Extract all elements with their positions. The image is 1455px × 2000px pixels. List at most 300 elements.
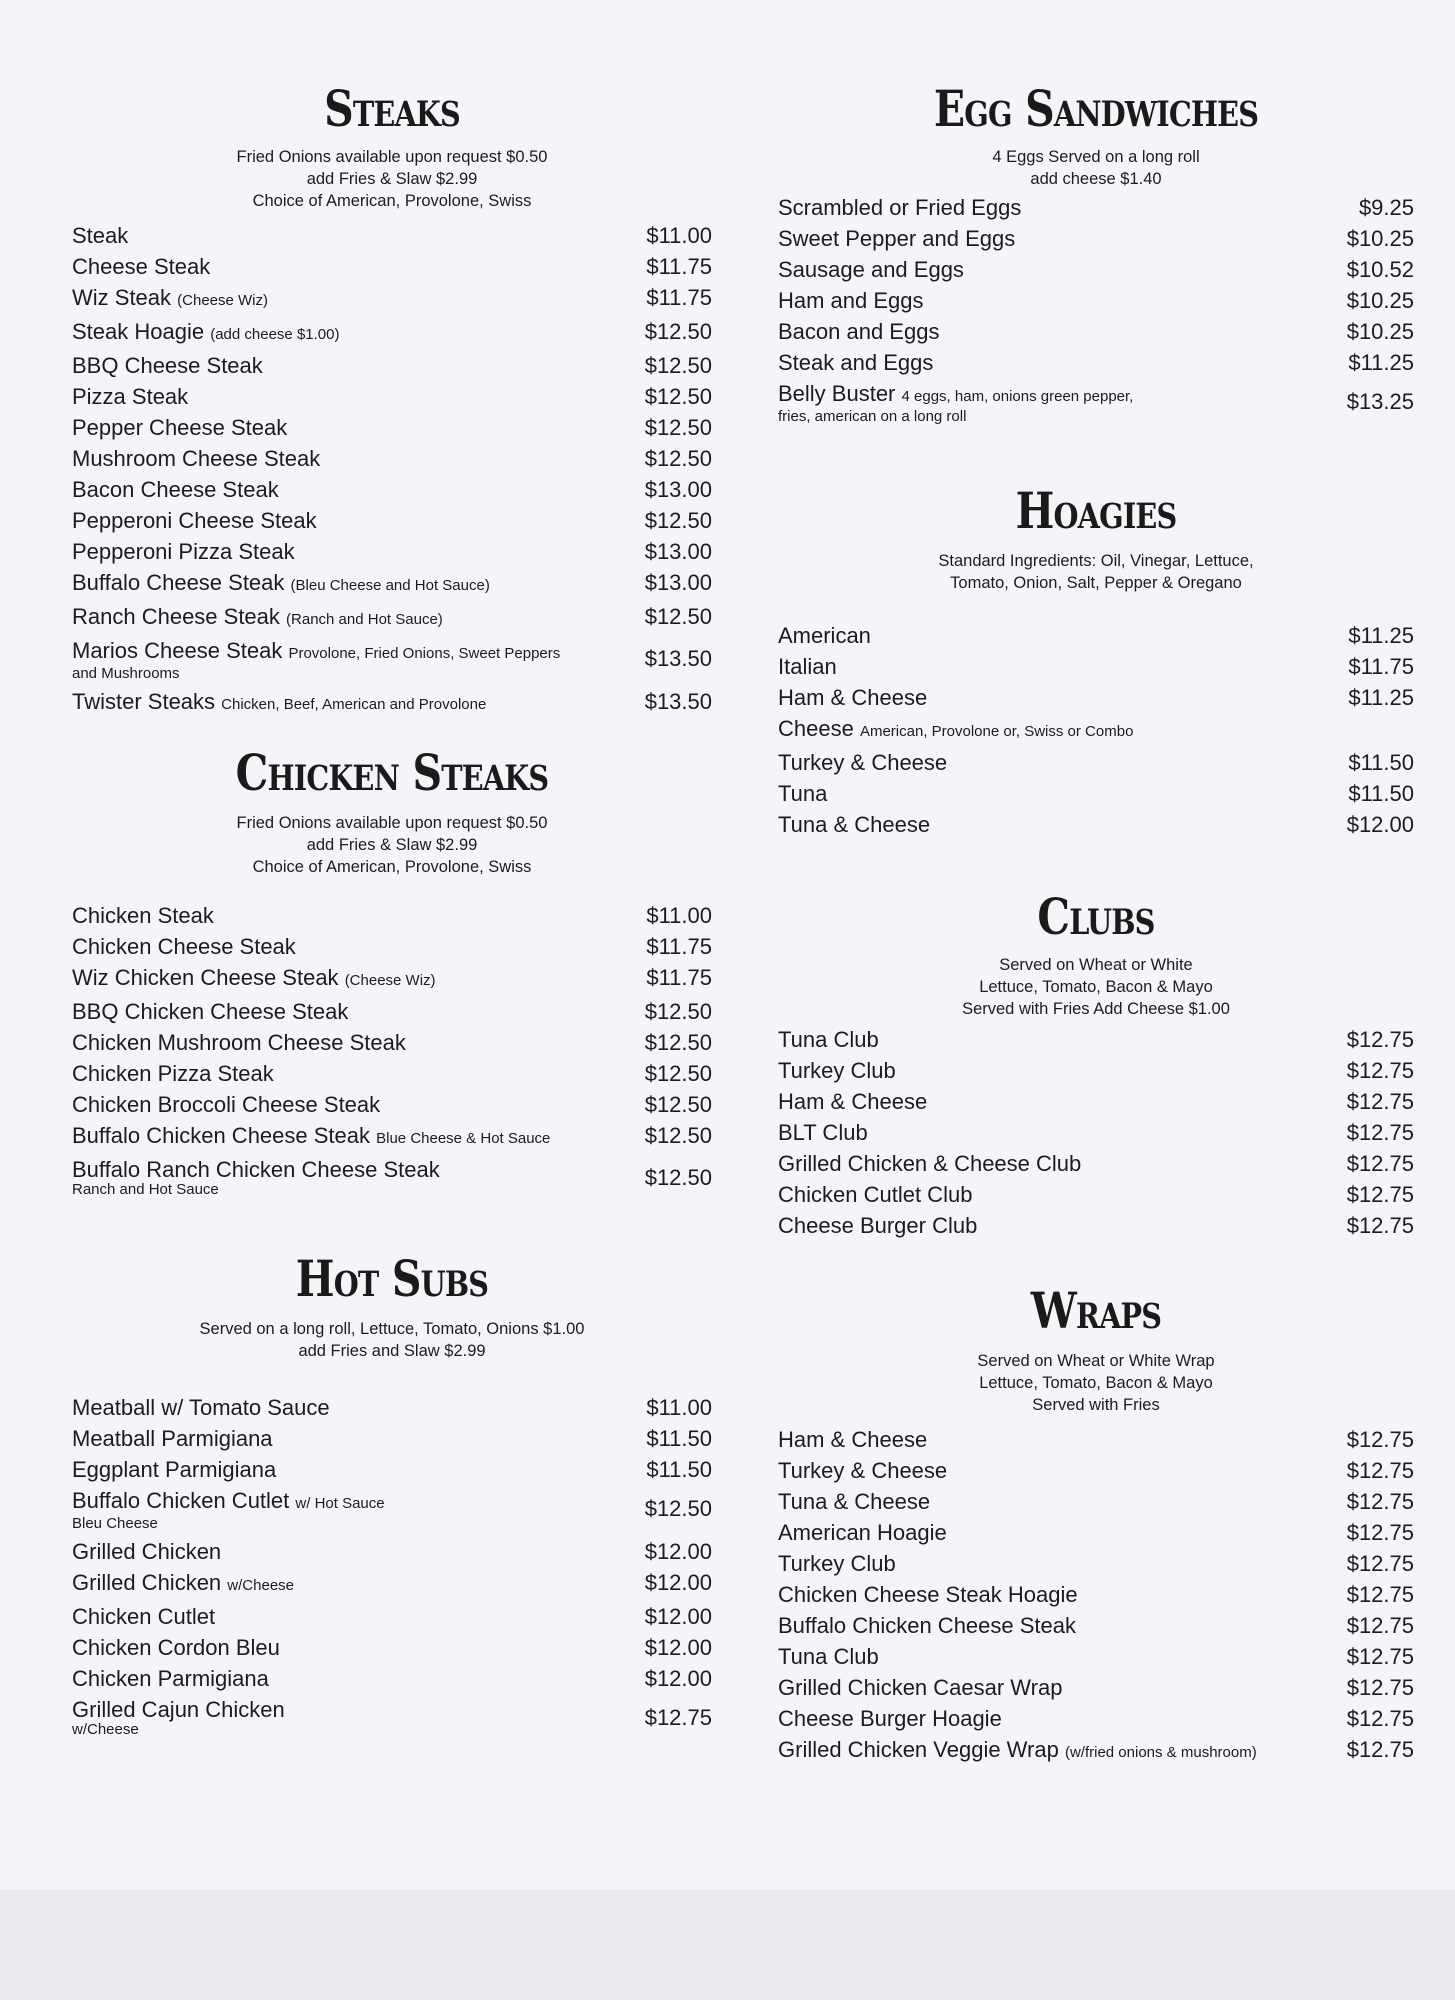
menu-item-name: BBQ Cheese Steak xyxy=(72,353,263,378)
menu-item-name: Wiz Chicken Cheese Steak xyxy=(72,965,339,990)
menu-item-price: $11.75 xyxy=(646,285,712,310)
menu-item-name: Turkey Club xyxy=(778,1551,896,1576)
menu-item-price: $11.00 xyxy=(646,1395,712,1420)
menu-item xyxy=(72,350,712,381)
menu-item-name: Chicken Steak xyxy=(72,903,214,928)
menu-item-name: Chicken Pizza Steak xyxy=(72,1061,274,1086)
menu-item-note: American, Provolone or, Swiss or Combo xyxy=(859,723,1134,740)
menu-item xyxy=(778,285,1414,316)
menu-item-name: Mushroom Cheese Steak xyxy=(72,446,321,471)
description-line: Standard Ingredients: Oil, Vinegar, Lettuce, xyxy=(938,552,1254,570)
menu-item-name: Italian xyxy=(778,654,837,679)
menu-item-label xyxy=(72,536,639,567)
menu-item-label xyxy=(72,1694,639,1742)
menu-item-price: $12.75 xyxy=(1346,1737,1414,1762)
menu-item-price: $11.00 xyxy=(646,223,712,248)
menu-item-label xyxy=(72,251,640,282)
menu-item xyxy=(778,378,1414,429)
menu-item-price: $11.50 xyxy=(646,1457,712,1482)
description-line: add Fries & Slaw $2.99 xyxy=(306,836,478,854)
menu-item-name: Scrambled or Fried Eggs xyxy=(778,195,1022,220)
menu-item xyxy=(778,347,1414,378)
menu-item xyxy=(778,1117,1414,1148)
menu-item-price: $12.75 xyxy=(1346,1089,1414,1114)
menu-item-name: Tuna xyxy=(778,781,828,806)
section-description xyxy=(778,1350,1414,1416)
menu-item-price: $12.75 xyxy=(1346,1706,1414,1731)
menu-item-name: Turkey Club xyxy=(778,1058,896,1083)
menu-item xyxy=(778,1579,1414,1610)
description-line: add Fries & Slaw $2.99 xyxy=(306,170,478,188)
menu-item-label xyxy=(778,1210,1341,1241)
menu-item-name: Steak xyxy=(72,223,129,248)
menu-item-price: $12.50 xyxy=(644,1123,712,1148)
menu-item-name: Ham & Cheese xyxy=(778,685,928,710)
menu-item-name: Steak and Eggs xyxy=(778,350,934,375)
menu-item-note: 4 eggs, ham, onions green pepper, xyxy=(901,388,1134,405)
menu-item-price: $12.75 xyxy=(1346,1427,1414,1452)
description-line: Served on a long roll, Lettuce, Tomato, Onions $1.00 xyxy=(199,1320,585,1338)
menu-item xyxy=(72,536,712,567)
menu-item xyxy=(72,1663,712,1694)
menu-item-price: $12.00 xyxy=(644,1604,712,1629)
menu-item xyxy=(778,778,1414,809)
menu-item-name: Meatball w/ Tomato Sauce xyxy=(72,1395,330,1420)
menu-item-label xyxy=(72,1120,639,1154)
menu-item-label xyxy=(778,1703,1341,1734)
menu-item-name: BBQ Chicken Cheese Steak xyxy=(72,999,349,1024)
menu-item-name: Pizza Steak xyxy=(72,384,189,409)
menu-item xyxy=(72,1454,712,1485)
description-line: Served on Wheat or White xyxy=(999,956,1193,974)
menu-item xyxy=(72,443,712,474)
menu-item xyxy=(72,505,712,536)
menu-item-label xyxy=(778,347,1342,378)
menu-item-price: $12.75 xyxy=(1346,1613,1414,1638)
menu-item-price: $12.50 xyxy=(644,415,712,440)
menu-item xyxy=(778,1672,1414,1703)
description-line: 4 Eggs Served on a long roll xyxy=(992,148,1200,166)
description-line: Choice of American, Provolone, Swiss xyxy=(252,858,532,876)
menu-item-name: Grilled Chicken Veggie Wrap xyxy=(778,1737,1059,1762)
menu-item-name: Meatball Parmigiana xyxy=(72,1426,273,1451)
menu-item-label xyxy=(778,1455,1341,1486)
description-line: add Fries and Slaw $2.99 xyxy=(298,1342,486,1360)
menu-item-label xyxy=(778,778,1342,809)
menu-item-name: Grilled Chicken xyxy=(72,1570,222,1595)
menu-item-subnote: Ranch and Hot Sauce xyxy=(72,1181,219,1198)
menu-item-name: Chicken Cheese Steak Hoagie xyxy=(778,1582,1078,1607)
menu-item-price: $12.75 xyxy=(1346,1644,1414,1669)
menu-item-note: w/ Hot Sauce xyxy=(295,1495,385,1512)
menu-item-price: $13.00 xyxy=(644,477,712,502)
menu-item-label xyxy=(72,1567,639,1601)
menu-item xyxy=(72,996,712,1027)
menu-item-label xyxy=(72,282,640,316)
menu-item-name: Turkey & Cheese xyxy=(778,750,948,775)
menu-item-name: Tuna Club xyxy=(778,1644,879,1669)
menu-item xyxy=(72,282,712,316)
menu-item-name: Pepper Cheese Steak xyxy=(72,415,288,440)
menu-item-label xyxy=(778,1517,1341,1548)
menu-item-label xyxy=(778,1024,1341,1055)
menu-item-label xyxy=(72,474,639,505)
menu-item-price: $12.75 xyxy=(1346,1551,1414,1576)
menu-item-price: $12.50 xyxy=(644,1496,712,1521)
menu-item xyxy=(778,1548,1414,1579)
menu-item-price: $12.75 xyxy=(1346,1027,1414,1052)
menu-item-price: $12.00 xyxy=(644,1570,712,1595)
item-list xyxy=(778,1424,1414,1768)
menu-item-name: American Hoagie xyxy=(778,1520,947,1545)
menu-item-name: Chicken Cutlet Club xyxy=(778,1182,973,1207)
menu-item-label xyxy=(778,1117,1341,1148)
menu-item xyxy=(778,809,1414,840)
menu-item xyxy=(72,1392,712,1423)
menu-item-name: Grilled Chicken Caesar Wrap xyxy=(778,1675,1063,1700)
section-chicken-steaks xyxy=(72,743,712,1202)
menu-item-subnote: Bleu Cheese xyxy=(72,1515,158,1532)
description-line: Lettuce, Tomato, Bacon & Mayo xyxy=(979,978,1213,996)
section-title: Egg Sandwiches xyxy=(933,79,1259,138)
menu-item-name: Cheese xyxy=(778,716,854,741)
menu-item xyxy=(72,931,712,962)
menu-item-label xyxy=(778,1610,1341,1641)
menu-item xyxy=(72,1536,712,1567)
menu-item-label xyxy=(778,1086,1341,1117)
description-line: Served on Wheat or White Wrap xyxy=(977,1352,1215,1370)
menu-item xyxy=(778,1148,1414,1179)
menu-item-label xyxy=(778,1548,1341,1579)
menu-item-price: $12.75 xyxy=(1346,1520,1414,1545)
menu-item xyxy=(72,251,712,282)
menu-item xyxy=(778,682,1414,713)
menu-item-name: Chicken Broccoli Cheese Steak xyxy=(72,1092,381,1117)
menu-item-label xyxy=(72,412,639,443)
menu-item xyxy=(778,1641,1414,1672)
menu-item-name: Chicken Cheese Steak xyxy=(72,934,296,959)
menu-item-price: $11.75 xyxy=(646,934,712,959)
menu-item-price: $13.50 xyxy=(644,646,712,671)
menu-item-name: Cheese Steak xyxy=(72,254,211,279)
menu-item-name: Buffalo Chicken Cutlet xyxy=(72,1488,290,1513)
menu-item-label xyxy=(72,1454,640,1485)
menu-item-price: $12.75 xyxy=(1346,1213,1414,1238)
menu-item-price: $11.75 xyxy=(646,254,712,279)
description-line: Fried Onions available upon request $0.50 xyxy=(236,814,548,832)
menu-item-price: $12.75 xyxy=(1346,1120,1414,1145)
menu-item xyxy=(778,1610,1414,1641)
menu-item-name: Bacon and Eggs xyxy=(778,319,940,344)
section-description xyxy=(72,146,712,212)
menu-item xyxy=(778,316,1414,347)
menu-item-name: Chicken Mushroom Cheese Steak xyxy=(72,1030,406,1055)
menu-item-label xyxy=(778,1672,1341,1703)
menu-item-name: Chicken Cutlet xyxy=(72,1604,216,1629)
menu-item-price: $12.50 xyxy=(644,446,712,471)
menu-item xyxy=(72,1423,712,1454)
menu-item-label xyxy=(778,620,1342,651)
menu-item xyxy=(72,567,712,601)
page-bottom-strip xyxy=(0,1890,1455,2000)
menu-item-label xyxy=(72,686,639,720)
menu-item xyxy=(72,1120,712,1154)
item-list xyxy=(72,1392,712,1742)
menu-item xyxy=(72,1058,712,1089)
menu-item-name: Wiz Steak xyxy=(72,285,172,310)
menu-item-label xyxy=(778,651,1342,682)
menu-item-label xyxy=(778,1734,1341,1768)
menu-item xyxy=(778,620,1414,651)
menu-item-label xyxy=(778,1641,1341,1672)
section-hoagies xyxy=(778,481,1414,840)
menu-item-name: Grilled Cajun Chicken xyxy=(72,1697,285,1722)
menu-item xyxy=(72,1567,712,1601)
menu-item-price: $10.25 xyxy=(1346,319,1414,344)
menu-item-label xyxy=(778,316,1341,347)
menu-item-name: Tuna & Cheese xyxy=(778,1489,931,1514)
description-line: Tomato, Onion, Salt, Pepper & Oregano xyxy=(950,574,1242,592)
menu-item-label xyxy=(72,931,640,962)
menu-item xyxy=(778,1486,1414,1517)
menu-item-price: $10.25 xyxy=(1346,226,1414,251)
menu-item-label xyxy=(72,1154,639,1202)
menu-item xyxy=(72,601,712,635)
section-title: Chicken Steaks xyxy=(235,743,549,802)
description-line: Choice of American, Provolone, Swiss xyxy=(252,192,532,210)
menu-item-label xyxy=(778,1148,1341,1179)
menu-item-label xyxy=(72,1058,639,1089)
item-list xyxy=(778,192,1414,429)
menu-item-price: $12.50 xyxy=(644,353,712,378)
menu-item xyxy=(778,747,1414,778)
section-description xyxy=(778,954,1414,1020)
menu-item-subnote: fries, american on a long roll xyxy=(778,408,967,425)
menu-item xyxy=(72,412,712,443)
menu-item-price: $12.75 xyxy=(1346,1582,1414,1607)
menu-item xyxy=(778,651,1414,682)
menu-item-label xyxy=(778,254,1341,285)
description-line: Served with Fries xyxy=(1032,1396,1160,1414)
menu-item-label xyxy=(778,1055,1341,1086)
menu-item xyxy=(778,1734,1414,1768)
menu-item-name: Sweet Pepper and Eggs xyxy=(778,226,1016,251)
menu-item-name: Buffalo Cheese Steak xyxy=(72,570,285,595)
menu-item-subnote: and Mushrooms xyxy=(72,665,180,682)
menu-item-price: $12.75 xyxy=(1346,1489,1414,1514)
menu-item xyxy=(72,962,712,996)
menu-item-price: $13.00 xyxy=(644,539,712,564)
menu-item-price: $11.50 xyxy=(646,1426,712,1451)
section-steaks xyxy=(72,79,712,720)
menu-item xyxy=(778,1210,1414,1241)
menu-item-label xyxy=(72,505,639,536)
menu-item-label xyxy=(778,192,1353,223)
menu-item-name: Cheese Burger Club xyxy=(778,1213,978,1238)
menu-item-price: $11.50 xyxy=(1348,750,1414,775)
menu-item-label xyxy=(72,1632,639,1663)
menu-item-price: $12.50 xyxy=(644,1030,712,1055)
menu-item-name: Tuna & Cheese xyxy=(778,812,931,837)
menu-item-label xyxy=(72,1601,639,1632)
menu-item-name: BLT Club xyxy=(778,1120,868,1145)
menu-item xyxy=(72,686,712,720)
menu-item xyxy=(778,1455,1414,1486)
item-list xyxy=(778,1024,1414,1241)
menu-item-name: Buffalo Chicken Cheese Steak xyxy=(72,1123,370,1148)
section-title: Wraps xyxy=(1030,1281,1162,1340)
section-egg-sandwiches xyxy=(778,79,1414,429)
description-line: Fried Onions available upon request $0.50 xyxy=(236,148,548,166)
menu-item-price: $12.00 xyxy=(1346,812,1414,837)
menu-item-label xyxy=(72,900,640,931)
menu-item-note: Blue Cheese & Hot Sauce xyxy=(376,1130,551,1147)
menu-item-price: $13.25 xyxy=(1346,389,1414,414)
menu-item xyxy=(778,713,1414,747)
menu-item xyxy=(72,635,712,686)
section-title: Hot Subs xyxy=(295,1249,489,1308)
menu-item xyxy=(72,1154,712,1202)
section-clubs xyxy=(778,887,1414,1241)
menu-item xyxy=(778,1086,1414,1117)
menu-item-label xyxy=(72,601,639,635)
menu-item xyxy=(778,1179,1414,1210)
menu-item-name: Twister Steaks xyxy=(72,689,216,714)
menu-item-price: $11.50 xyxy=(1348,781,1414,806)
menu-item-name: Sausage and Eggs xyxy=(778,257,964,282)
menu-item-price: $13.50 xyxy=(644,689,712,714)
menu-item-note: Provolone, Fried Onions, Sweet Peppers xyxy=(288,645,561,662)
menu-item-name: Ham & Cheese xyxy=(778,1089,928,1114)
menu-item-price: $13.00 xyxy=(644,570,712,595)
section-description xyxy=(778,146,1414,190)
menu-item-price: $12.50 xyxy=(644,999,712,1024)
menu-item-price: $12.50 xyxy=(644,1165,712,1190)
menu-item xyxy=(72,900,712,931)
menu-item-label xyxy=(72,1423,640,1454)
menu-item-price: $11.00 xyxy=(646,903,712,928)
menu-item-name: Steak Hoagie xyxy=(72,319,205,344)
menu-item-price: $9.25 xyxy=(1358,195,1414,220)
menu-item-name: Marios Cheese Steak xyxy=(72,638,283,663)
menu-item-note: (Cheese Wiz) xyxy=(177,292,269,309)
menu-item xyxy=(778,1024,1414,1055)
menu-item xyxy=(72,1027,712,1058)
menu-item-name: Grilled Chicken & Cheese Club xyxy=(778,1151,1082,1176)
menu-item-name: Cheese Burger Hoagie xyxy=(778,1706,1002,1731)
menu-item xyxy=(72,1485,712,1536)
menu-item-label xyxy=(778,1579,1341,1610)
menu-item-label xyxy=(778,1179,1341,1210)
menu-item-name: Ranch Cheese Steak xyxy=(72,604,280,629)
menu-item-note: Chicken, Beef, American and Provolone xyxy=(221,696,487,713)
menu-item xyxy=(778,1703,1414,1734)
menu-item-label xyxy=(72,962,640,996)
menu-item xyxy=(72,1601,712,1632)
section-title: Steaks xyxy=(324,79,460,138)
menu-item-label xyxy=(778,378,1341,429)
menu-item-name: Tuna Club xyxy=(778,1027,879,1052)
menu-item-label xyxy=(72,1536,639,1567)
menu-item xyxy=(778,1517,1414,1548)
menu-item-price: $12.75 xyxy=(1346,1182,1414,1207)
section-title: Clubs xyxy=(1037,887,1155,946)
menu-item-name: Belly Buster xyxy=(778,381,896,406)
item-list xyxy=(72,220,712,720)
menu-item-price: $12.50 xyxy=(644,1092,712,1117)
menu-item-price: $12.50 xyxy=(644,384,712,409)
menu-item xyxy=(72,220,712,251)
menu-item-price: $12.50 xyxy=(644,319,712,344)
section-hot-subs xyxy=(72,1249,712,1742)
menu-item-label xyxy=(72,996,639,1027)
menu-item-label xyxy=(72,220,640,251)
menu-item-label xyxy=(72,635,639,686)
menu-item-price: $12.00 xyxy=(644,1539,712,1564)
menu-item-label xyxy=(72,1392,640,1423)
menu-item-label xyxy=(778,1486,1341,1517)
menu-item-price: $12.00 xyxy=(644,1635,712,1660)
menu-item-label xyxy=(72,350,639,381)
menu-item xyxy=(72,381,712,412)
menu-item-name: Pepperoni Pizza Steak xyxy=(72,539,295,564)
menu-item-name: Pepperoni Cheese Steak xyxy=(72,508,317,533)
menu-item-label xyxy=(72,381,639,412)
menu-item-label xyxy=(72,1027,639,1058)
menu-item-name: Chicken Parmigiana xyxy=(72,1666,269,1691)
menu-item-name: Ham and Eggs xyxy=(778,288,924,313)
menu-item-name: Eggplant Parmigiana xyxy=(72,1457,277,1482)
menu-item-price: $12.50 xyxy=(644,508,712,533)
menu-item-price: $11.25 xyxy=(1348,350,1414,375)
menu-item-price: $11.25 xyxy=(1348,623,1414,648)
menu-item xyxy=(72,474,712,505)
menu-item-label xyxy=(778,223,1341,254)
menu-item-label xyxy=(778,747,1342,778)
menu-item-note: (Ranch and Hot Sauce) xyxy=(286,611,443,628)
description-line: Served with Fries Add Cheese $1.00 xyxy=(962,1000,1230,1018)
menu-item-label xyxy=(778,285,1341,316)
section-description xyxy=(778,550,1414,594)
section-description xyxy=(72,812,712,878)
menu-item-price: $12.00 xyxy=(644,1666,712,1691)
menu-item-price: $12.75 xyxy=(1346,1675,1414,1700)
menu-item-price: $12.50 xyxy=(644,604,712,629)
menu-item-label xyxy=(778,713,1408,747)
menu-item-name: Ham & Cheese xyxy=(778,1427,928,1452)
menu-item xyxy=(778,1055,1414,1086)
menu-item-name: Bacon Cheese Steak xyxy=(72,477,279,502)
menu-item-note: (Cheese Wiz) xyxy=(344,972,436,989)
menu-item-price: $11.75 xyxy=(646,965,712,990)
menu-item xyxy=(72,316,712,350)
menu-item-price: $12.75 xyxy=(1346,1458,1414,1483)
menu-item-name: Turkey & Cheese xyxy=(778,1458,948,1483)
menu-item-price: $12.75 xyxy=(1346,1151,1414,1176)
menu-item-price: $12.75 xyxy=(644,1705,712,1730)
menu-item-label xyxy=(72,316,639,350)
menu-item-label xyxy=(778,1424,1341,1455)
menu-item-price: $10.25 xyxy=(1346,288,1414,313)
menu-item-note: w/Cheese xyxy=(227,1577,294,1594)
menu-item-price: $11.75 xyxy=(1348,654,1414,679)
menu-item-price: $12.75 xyxy=(1346,1058,1414,1083)
menu-item-subnote: w/Cheese xyxy=(72,1721,139,1738)
menu-item xyxy=(778,1424,1414,1455)
item-list xyxy=(778,620,1414,840)
menu-item xyxy=(72,1632,712,1663)
menu-item-label xyxy=(72,443,639,474)
